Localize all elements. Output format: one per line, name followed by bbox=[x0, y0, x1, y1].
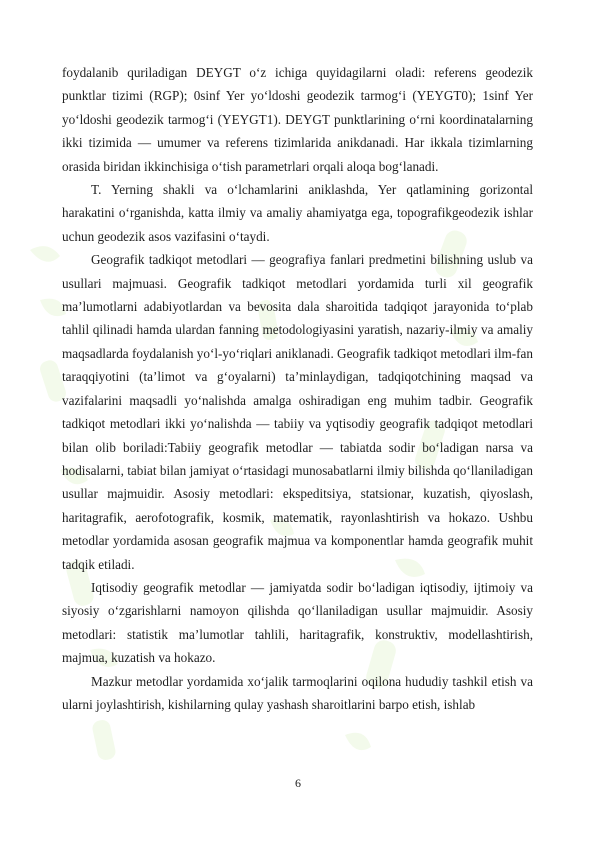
paragraph-5: Mazkur metodlar yordamida xo‘jalik tarmoqlarini oqilona hududiy tashkil etish va ularni joylashtirish, kishilarning qulay yashash sharoitlarini barpo etish, ishlab bbox=[62, 673, 533, 712]
paragraph-3: Geografik tadkiqot metodlari — geografiya fanlari predmetini bilishning uslub va usullari majmuasi. Geografik tadkiqot metodlari yordamida turli xil geografik ma’lumotlarni adabiyotlardan va bevosita dala sharoitida tadqiqot jarayonida to‘plab tahlil qilinadi hamda ulardan fanning metodologiyasini yaratish, nazariy-ilmiy va amaliy maqsadlarda foydalanish yo‘l-yo‘riqlari aniklanadi. Geografik tadkiqot metodlari ilm-fan taraqqiyotini (ta’limot va g‘oyalarni) ta’minlaydigan, tadqiqotchining maqsad va vazifalarini maqsadli yo‘nalishda amalga oshiradigan eng muhim tadbir. Geografik tadkiqot metodlari ikki yo‘nalishda — tabiiy va yqtisodiy geografik tadqiqot metodlari bilan olib boriladi:Tabiiy geografik metodlar — tabiatda sodir bo‘ladigan narsa va hodisalarni, tabiat bilan jamiyat o‘rtasidagi munosabatlarni ilmiy bilishda qo‘llaniladigan usullar majmuidir. Asosiy metodlari: ekspeditsiya, statsionar, kuzatish, qiyoslash, haritagrafik, aerofotografik, kosmik, matematik, rayonlashtirish va hokazo. Ushbu metodlar yordamida asosan geografik majmua va komponentlar hamda geografik muhit tadqik etiladi. bbox=[62, 252, 533, 572]
page-number: 6 bbox=[295, 776, 301, 790]
body-text bbox=[62, 61, 533, 716]
paragraph-2: T. Yerning shakli va o‘lchamlarini aniklashda, Yer qatlamining gorizontal harakatini o‘rganishda, katta ilmiy va amaliy ahamiyatga ega, topografikgeodezik ishlar uchun geodezik asos vazifasini o‘taydi. bbox=[62, 182, 533, 244]
paragraph-4: Iqtisodiy geografik metodlar — jamiyatda sodir bo‘ladigan iqtisodiy, ijtimoiy va siyosiy o‘zgarishlarni namoyon qilishda qo‘llaniladigan usullar majmuidir. Asosiy metodlari: statistik ma’lumotlar tahlili, haritagrafik, konstruktiv, modellashtirish, majmua, kuzatish va hokazo. bbox=[62, 579, 533, 666]
paragraph-1: foydalanib quriladigan DEYGT o‘z ichiga quyidagilarni oladi: referens geodezik punktlar tizimi (RGP); 0sinf Yer yo‘ldoshi geodezik tarmog‘i (YEYGT0); 1sinf Yer yo‘ldoshi geodezik tarmog‘i (YEYGT1). DEYGT punktlarining o‘rni koordinatalarning ikki tizimida — umumer va referens tizimlarida anikdanadi. Har ikkala tizimlarning orasida biridan ikkinchisiga o‘tish parametrlari orqali aloqa bog‘lanadi. bbox=[62, 65, 533, 174]
